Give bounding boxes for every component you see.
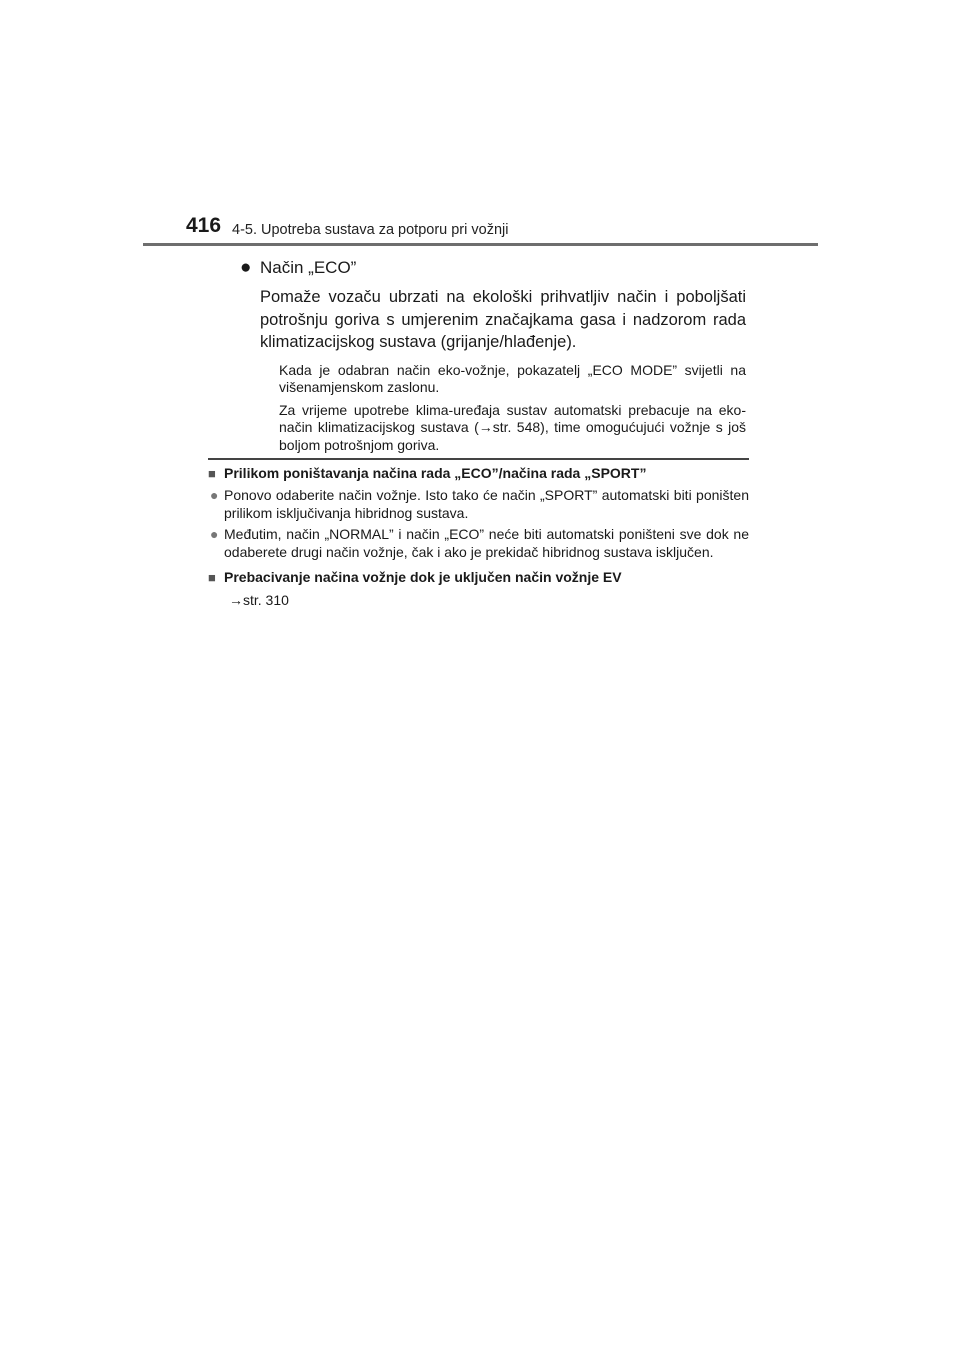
eco-mode-note: Za vrijeme upotrebe klima-uređaja sustav automatski prebacuje na eko-način klimatizacijskog sustava (→str. 548), time omogućujući vožnje s još boljom potrošnjom goriva.	[279, 401, 746, 453]
eco-mode-title: Način „ECO”	[260, 258, 357, 277]
info-heading-text: Prilikom poništavanja načina rada „ECO”/načina rada „SPORT”	[224, 465, 647, 481]
square-bullet-icon: ■	[208, 466, 216, 481]
list-item	[208, 526, 749, 561]
info-heading	[208, 568, 749, 587]
bullet-icon: ●	[240, 257, 252, 278]
info-heading	[208, 464, 749, 483]
dot-bullet-icon: ●	[210, 526, 219, 542]
info-section	[208, 464, 749, 609]
page-number: 416	[186, 214, 222, 237]
section-title: 4-5. Upotreba sustava za potporu pri vožnji	[232, 222, 509, 238]
info-heading-text: Prebacivanje načina vožnje dok je uključen način vožnje EV	[224, 569, 622, 585]
eco-mode-section	[240, 256, 746, 454]
page-reference: →str. 310	[229, 592, 289, 608]
list-item-text: Međutim, način „NORMAL” i način „ECO” neće biti automatski poništeni sve dok ne odaberete drugi način vožnje, čak i ako je prekidač hibridnog sustava isključen.	[224, 526, 749, 560]
list-item-text: Ponovo odaberite način vožnje. Isto tako će način „SPORT” automatski biti poništen prilikom isključivanja hibridnog sustava.	[224, 487, 749, 521]
square-bullet-icon: ■	[208, 570, 216, 585]
header-divider	[143, 243, 818, 246]
info-divider	[208, 458, 749, 460]
eco-mode-note: Kada je odabran način eko-vožnje, pokazatelj „ECO MODE” svijetli na višenamjenskom zaslonu.	[279, 361, 746, 395]
dot-bullet-icon: ●	[210, 487, 219, 503]
list-item	[208, 487, 749, 522]
eco-mode-description: Pomaže vozaču ubrzati na ekološki prihvatljiv način i poboljšati potrošnju goriva s umjerenim značajkama gasa i nadzorom rada klimatizacijskog sustava (grijanje/hlađenje).	[260, 288, 746, 351]
eco-mode-heading	[240, 256, 746, 280]
